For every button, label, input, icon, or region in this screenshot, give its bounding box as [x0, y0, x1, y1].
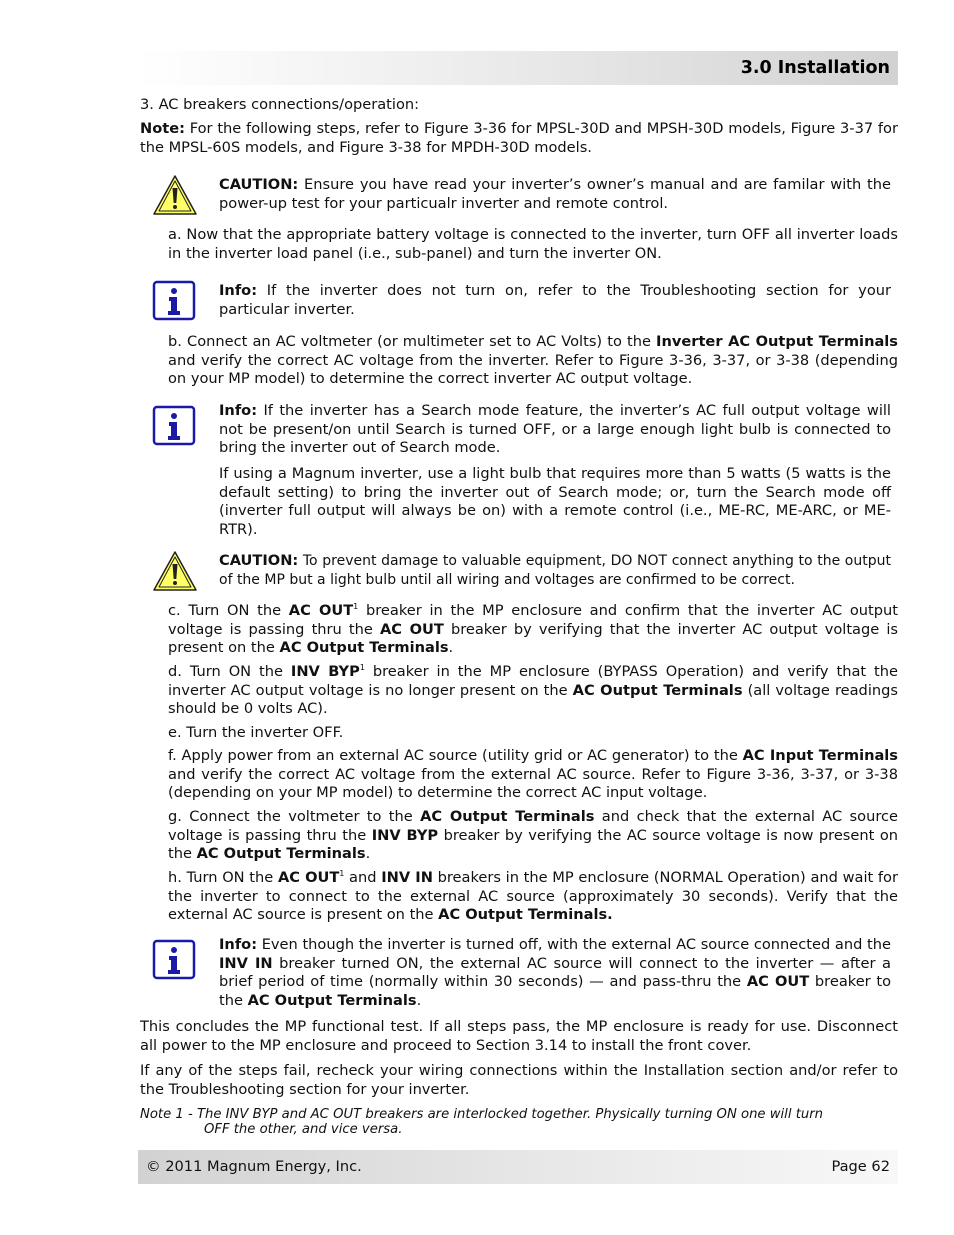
text: breaker turned ON, the external AC source will connect to the inverter — after a brief period of time (normally within 30 seconds) — and pass-thru the: [219, 954, 891, 991]
step-d: [168, 663, 898, 719]
step-b-bold: Inverter AC Output Terminals: [656, 333, 898, 350]
text: g. Connect the voltmeter to the: [168, 808, 421, 825]
bold-term: INV IN: [381, 869, 433, 886]
text: d. Turn ON the: [168, 663, 291, 680]
text: Even though the inverter is turned off, with the external AC source connected and the: [257, 936, 891, 953]
bold-term: INV BYP: [371, 826, 439, 844]
bold-term: AC OUT: [380, 620, 444, 638]
caution-icon: [152, 174, 198, 216]
note-label: Note:: [140, 120, 185, 137]
text: breakers in the MP enclosure (NORMAL Operation) and wait for the inverter to connect to the external AC source (approximately 30 seconds). Verify that the external AC source is present on the: [168, 869, 898, 924]
step-heading: 3. AC breakers connections/operation:: [140, 96, 420, 113]
caution-text: To prevent damage to valuable equipment, DO NOT connect anything to the output of the MP but a light bulb until all wiring and voltages are confirmed to be correct.: [219, 553, 891, 588]
step-b: [168, 333, 898, 389]
info-text: If the inverter does not turn on, refer to the Troubleshooting section for your particular inverter.: [219, 282, 891, 318]
bold-term: AC Input Terminals: [742, 747, 898, 764]
bold-term: AC Output Terminals: [572, 681, 743, 699]
intro-note: [140, 120, 898, 157]
step-a: a. Now that the appropriate battery voltage is connected to the inverter, turn OFF all inverter loads in the inverter load panel (i.e., sub-panel) and turn the inverter ON.: [168, 226, 898, 262]
conclusion-paragraph: This concludes the MP functional test. If all steps pass, the MP enclosure is ready for use. Disconnect all power to the MP enclosure and proceed to Section 3.14 to install the front cover.: [140, 1018, 898, 1054]
text: c. Turn ON the: [168, 602, 289, 619]
footnote: [140, 1107, 900, 1137]
info-icon: [152, 939, 198, 981]
text: breaker to the: [219, 973, 892, 1009]
info-1: [219, 282, 891, 319]
section-title: 3.0 Installation: [740, 58, 890, 78]
step-b-text-2: and verify the correct AC voltage from the inverter. Refer to Figure 3-36, 3-37, or 3-38 (depending on your MP model) to determine the correct inverter AC output voltage.: [168, 351, 898, 388]
caution-label: CAUTION:: [219, 552, 299, 569]
step-f: [168, 747, 898, 803]
caution-label: CAUTION:: [219, 176, 299, 193]
footnote-line-1: Note 1 - The INV BYP and AC OUT breakers are interlocked together. Physically turning ON one will turn: [140, 1107, 824, 1122]
bold-term: AC OUT: [746, 973, 810, 991]
bold-term: AC Output Terminals: [279, 639, 449, 657]
bold-term: AC Output Terminals: [247, 991, 417, 1009]
info-2-paragraph-2: If using a Magnum inverter, use a light bulb that requires more than 5 watts (5 watts is the default setting) to bring the inverter out of Search mode; or, turn the Search mode off (inverter full output will always be on) with a remote control (i.e., ME-RC, ME-ARC, or ME-RTR).: [219, 465, 891, 538]
text: .: [416, 991, 422, 1009]
bold-term: AC OUT: [288, 602, 354, 619]
footnote-ref: 1: [353, 602, 359, 611]
footnote-line-2: OFF the other, and vice versa.: [204, 1122, 403, 1137]
bold-term: INV IN: [219, 954, 273, 972]
bold-term: AC Output Terminals: [196, 845, 366, 863]
text: and: [344, 869, 382, 886]
info-label: Info:: [219, 936, 258, 953]
caution-2: [219, 552, 891, 589]
text: .: [448, 639, 454, 657]
text: and check that the external AC source voltage is passing thru the: [168, 808, 899, 844]
text: breaker by verifying that the inverter AC output voltage is present on the: [168, 620, 899, 657]
info-text: If the inverter has a Search mode feature, the inverter’s AC full output voltage will not be present/on until Search is turned OFF, or a large enough light bulb is connected to bring the inverter out of Search mode.: [219, 402, 891, 457]
text: breaker in the MP enclosure (BYPASS Operation) and verify that the inverter AC output voltage is no longer present on the: [168, 663, 898, 699]
page-number: Page 62: [831, 1158, 890, 1175]
footer-bar: [138, 1150, 898, 1184]
info-2: [219, 402, 891, 458]
text: (all voltage readings should be 0 volts AC).: [168, 681, 898, 718]
bold-term: AC OUT: [277, 869, 340, 886]
text: .: [365, 845, 371, 863]
info-3: [219, 936, 891, 1010]
note-text: For the following steps, refer to Figure 3-36 for MPSL-30D and MPSH-30D models, Figure 3-37 for the MPSL-60S models, and Figure 3-38 for MPDH-30D models.: [140, 120, 898, 156]
step-e: e. Turn the inverter OFF.: [168, 724, 344, 741]
step-b-text: b. Connect an AC voltmeter (or multimeter set to AC Volts) to the: [168, 333, 657, 350]
header-bar: [138, 51, 898, 85]
text: breaker in the MP enclosure and confirm that the inverter AC output voltage is passing thru the: [168, 602, 899, 638]
text: f. Apply power from an external AC source (utility grid or AC generator) to the: [168, 747, 743, 764]
info-icon: [152, 280, 198, 322]
info-icon: [152, 405, 198, 447]
caution-1: [219, 176, 891, 213]
text: breaker by verifying the AC source voltage is now present on the: [168, 826, 898, 863]
step-h: [168, 869, 898, 925]
text: and verify the correct AC voltage from the external AC source. Refer to Figure 3-36, 3-37, or 3-38 (depending on your MP model) to determine the correct AC input voltage.: [168, 765, 898, 802]
footnote-ref: 1: [359, 663, 365, 672]
text: h. Turn ON the: [168, 869, 278, 886]
step-g: [168, 808, 898, 864]
footnote-ref: 1: [339, 869, 345, 878]
info-label: Info:: [219, 402, 258, 419]
bold-term: AC Output Terminals.: [438, 906, 613, 924]
conclusion-paragraph-2: If any of the steps fail, recheck your wiring connections within the Installation section and/or refer to the Troubleshooting section for your inverter.: [140, 1062, 898, 1098]
bold-term: AC Output Terminals: [420, 808, 595, 825]
caution-text: Ensure you have read your inverter’s owner’s manual and are familar with the power-up test for your particualr inverter and remote control.: [219, 176, 891, 212]
info-label: Info:: [219, 282, 258, 299]
bold-term: INV BYP: [290, 663, 360, 680]
copyright: © 2011 Magnum Energy, Inc.: [146, 1158, 362, 1175]
step-c: [168, 602, 898, 658]
caution-icon: [152, 550, 198, 592]
